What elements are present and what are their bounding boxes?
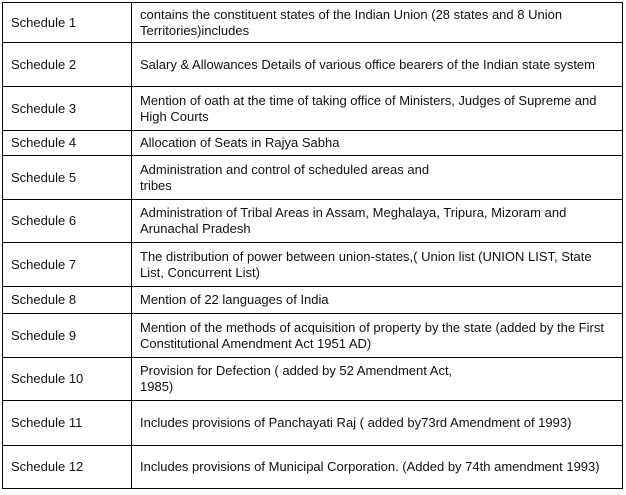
schedule-description: Provision for Defection ( added by 52 Amendment Act, 1985) <box>140 363 453 394</box>
schedule-name: Schedule 10 <box>11 371 84 386</box>
table-row <box>3 358 623 401</box>
table-row <box>3 401 623 446</box>
schedule-name-cell <box>3 401 132 446</box>
schedule-name-cell <box>3 43 132 87</box>
schedule-description-cell <box>132 446 623 489</box>
schedules-table <box>2 2 623 489</box>
schedule-description: The distribution of power between union-states,( Union list (UNION LIST, State List, Concurrent List) <box>140 248 592 280</box>
schedule-description: Salary & Allowances Details of various office bearers of the Indian state system <box>140 56 595 72</box>
table-row <box>3 131 623 156</box>
schedule-description: Allocation of Seats in Rajya Sabha <box>140 135 340 150</box>
schedule-description-cell <box>132 131 623 156</box>
table-row <box>3 243 623 287</box>
table-row <box>3 314 623 358</box>
schedule-description: Mention of the methods of acquisition of property by the state (added by the First Constitutional Amendment Act 1951 AD) <box>140 319 604 351</box>
schedule-name: Schedule 3 <box>11 100 77 116</box>
schedule-name-cell <box>3 243 132 287</box>
schedule-name: Schedule 4 <box>11 135 77 150</box>
schedule-description-cell <box>132 3 623 43</box>
schedule-description-cell <box>132 156 623 200</box>
schedule-name: Schedule 5 <box>11 169 77 185</box>
schedule-name: Schedule 7 <box>11 256 77 272</box>
schedule-name: Schedule 2 <box>11 56 77 72</box>
schedule-description-cell <box>132 87 623 131</box>
schedule-name: Schedule 12 <box>11 459 84 474</box>
schedule-name-cell <box>3 446 132 489</box>
table-row <box>3 287 623 314</box>
table-row <box>3 3 623 43</box>
schedule-description: Administration and control of scheduled areas and tribes <box>140 161 430 193</box>
schedule-name: Schedule 11 <box>11 415 83 430</box>
schedule-name-cell <box>3 156 132 200</box>
schedule-description: Mention of 22 languages of India <box>140 292 329 307</box>
schedule-description: Includes provisions of Municipal Corporation. (Added by 74th amendment 1993) <box>140 459 600 474</box>
schedule-name-cell <box>3 131 132 156</box>
schedule-description-cell <box>132 243 623 287</box>
schedule-name-cell <box>3 314 132 358</box>
table-row <box>3 87 623 131</box>
schedule-description-cell <box>132 401 623 446</box>
schedule-description-cell <box>132 314 623 358</box>
schedule-description: Mention of oath at the time of taking office of Ministers, Judges of Supreme and High Courts <box>140 92 597 124</box>
schedule-name: Schedule 8 <box>11 292 77 307</box>
schedule-description: Administration of Tribal Areas in Assam, Meghalaya, Tripura, Mizoram and Arunachal Pradesh <box>140 205 567 236</box>
schedule-name-cell <box>3 287 132 314</box>
schedule-name-cell <box>3 3 132 43</box>
schedule-name: Schedule 9 <box>11 327 77 343</box>
table-row <box>3 200 623 243</box>
schedule-description-cell <box>132 287 623 314</box>
schedule-description-cell <box>132 358 623 401</box>
schedule-name: Schedule 1 <box>11 14 77 30</box>
schedule-description: Includes provisions of Panchayati Raj ( added by73rd Amendment of 1993) <box>140 415 572 430</box>
schedule-name-cell <box>3 358 132 401</box>
schedule-description-cell <box>132 43 623 87</box>
schedule-name-cell <box>3 87 132 131</box>
table-row <box>3 156 623 200</box>
table-row <box>3 43 623 87</box>
schedule-name: Schedule 6 <box>11 213 77 228</box>
schedule-description-cell <box>132 200 623 243</box>
schedule-description: contains the constituent states of the Indian Union (28 states and 8 Union Territories)includes <box>140 6 563 38</box>
table-row <box>3 446 623 489</box>
schedule-name-cell <box>3 200 132 243</box>
